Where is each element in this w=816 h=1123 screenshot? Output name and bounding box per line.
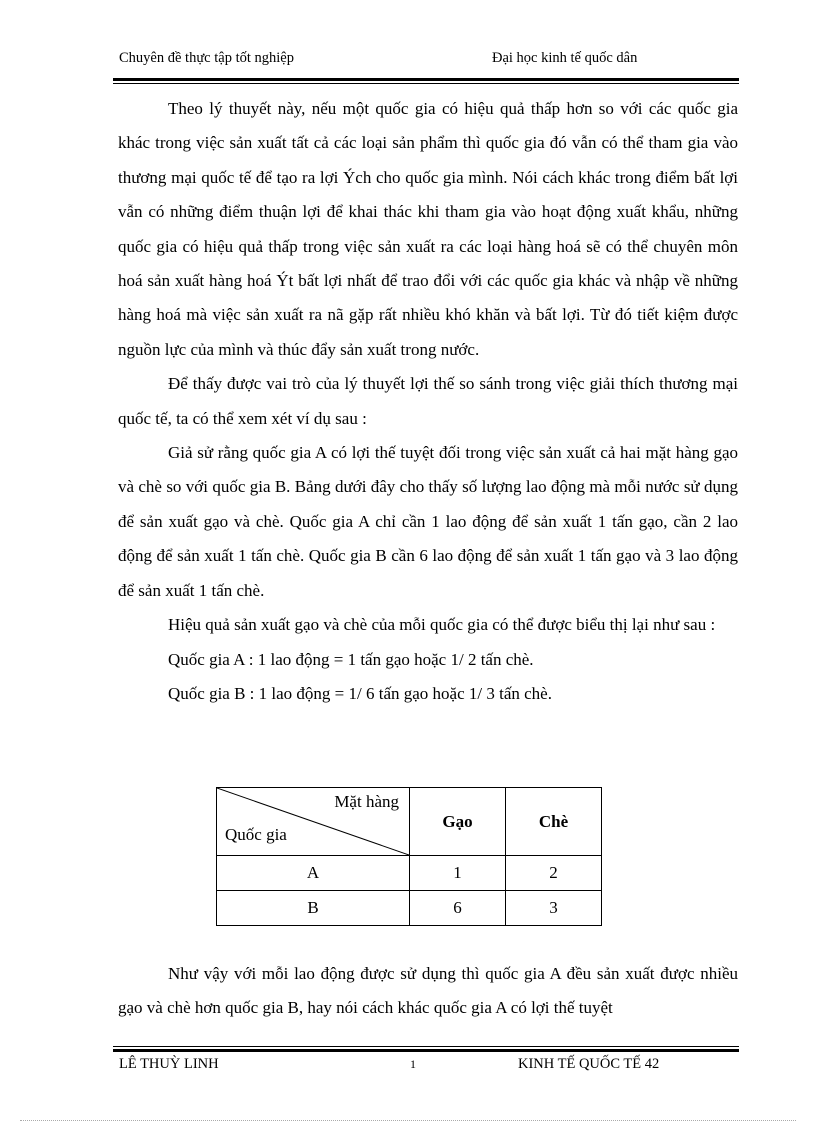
- table-row: [217, 856, 602, 891]
- paragraph-1: Theo lý thuyết này, nếu một quốc gia có hiệu quả thấp hơn so với các quốc gia khác trong việc sản xuất tất cả các loại sản phẩm thì quốc gia đó vẫn có thể tham gia vào thương mại quốc tế để tạo ra lợi Ých cho quốc gia mình. Nói cách khác trong điểm bất lợi vẫn có những điểm thuận lợi để khai thác khi tham gia vào hoạt động xuất khẩu, những quốc gia có hiệu quả thấp trong việc sản xuất ra các loại hàng hoá sẽ có thể chuyên môn hoá sản xuất hàng hoá Ýt bất lợi nhất để trao đổi với các quốc gia khác và nhập về những hàng hoá mà việc sản xuất ra nã gặp rất nhiều khó khăn và bất lợi. Từ đó tiết kiệm được nguồn lực của mình và thúc đẩy sản xuất trong nước.: [118, 99, 738, 359]
- corner-top-label: Mặt hàng: [334, 792, 399, 811]
- header-rule-thick: [113, 78, 739, 81]
- header-rule-thin: [113, 83, 739, 84]
- cell-tea: 2: [506, 856, 602, 891]
- paragraph-6: Quốc gia B : 1 lao động = 1/ 6 tấn gạo hoặc 1/ 3 tấn chè.: [168, 683, 552, 703]
- column-header-tea: Chè: [506, 788, 602, 856]
- table-header-row: [217, 788, 602, 856]
- footer-department: KINH TẾ QUỐC TẾ 42: [518, 1056, 660, 1072]
- table-row: [217, 891, 602, 926]
- body-text: [118, 92, 738, 711]
- page-bottom-dotted-line: [20, 1120, 796, 1121]
- footer-author: LÊ THUỲ LINH: [119, 1056, 219, 1072]
- column-header-rice: Gạo: [410, 788, 506, 856]
- corner-bottom-label: Quốc gia: [225, 825, 287, 844]
- cell-rice: 6: [410, 891, 506, 926]
- cell-country: A: [217, 856, 410, 891]
- comparison-table: [216, 787, 602, 926]
- table-corner-cell: [217, 788, 410, 856]
- header-left: Chuyên đề thực tập tốt nghiệp: [119, 50, 294, 66]
- paragraph-3: Giả sử rằng quốc gia A có lợi thế tuyệt đối trong việc sản xuất cả hai mặt hàng gạo và chè so với quốc gia B. Bảng dưới đây cho thấy số lượng lao động mà mỗi nước sử dụng để sản xuất gạo và chè. Quốc gia A chỉ cần 1 lao động để sản xuất 1 tấn gạo, cần 2 lao động để sản xuất 1 tấn chè. Quốc gia B cần 6 lao động để sản xuất 1 tấn gạo và 3 lao động để sản xuất 1 tấn chè.: [118, 443, 738, 600]
- cell-rice: 1: [410, 856, 506, 891]
- footer-rule-thick: [113, 1049, 739, 1052]
- cell-tea: 3: [506, 891, 602, 926]
- page-number: 1: [410, 1057, 416, 1071]
- footer-rule-thin: [113, 1046, 739, 1047]
- closing-text: [118, 957, 738, 1026]
- paragraph-2: Để thấy được vai trò của lý thuyết lợi thế so sánh trong việc giải thích thương mại quốc tế, ta có thể xem xét ví dụ sau :: [118, 374, 738, 428]
- cell-country: B: [217, 891, 410, 926]
- header-right: Đại học kinh tế quốc dân: [492, 50, 638, 66]
- closing-paragraph: Như vậy với mỗi lao động được sử dụng thì quốc gia A đều sản xuất được nhiều gạo và chè hơn quốc gia B, hay nói cách khác quốc gia A có lợi thế tuyệt: [118, 964, 738, 1018]
- paragraph-5: Quốc gia A : 1 lao động = 1 tấn gạo hoặc 1/ 2 tấn chè.: [168, 649, 534, 669]
- paragraph-4: Hiệu quả sản xuất gạo và chè của mỗi quốc gia có thể được biểu thị lại như sau :: [168, 615, 716, 635]
